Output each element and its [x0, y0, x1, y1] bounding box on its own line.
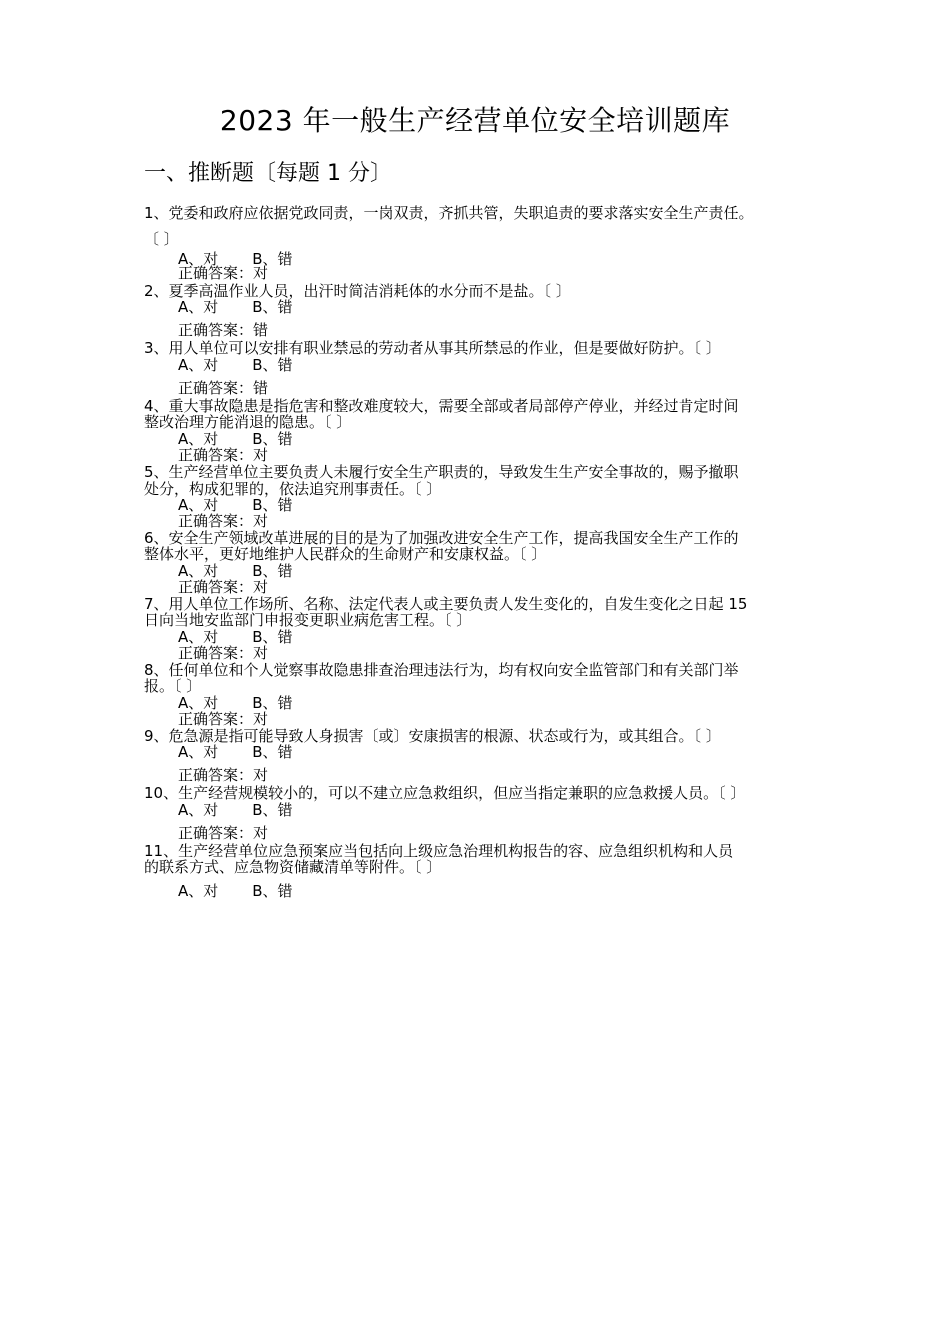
question-3-answer: 正确答案：错 — [178, 379, 269, 397]
question-2-line-1: 2、夏季高温作业人员，出汗时简洁消耗体的水分而不是盐。〔 〕 — [144, 282, 571, 300]
question-7-answer: 正确答案：对 — [178, 644, 269, 662]
question-4-answer: 正确答案：对 — [178, 446, 269, 464]
option-a: A、对 — [178, 496, 219, 514]
option-a: A、对 — [178, 250, 219, 268]
question-6-line-1: 6、安全生产领域改革进展的目的是为了加强改进安全生产工作，提高我国安全生产工作的 — [144, 529, 739, 547]
question-6-line-2: 整体水平，更好地维护人民群众的生命财产和安康权益。〔 〕 — [144, 545, 547, 563]
section-heading: 一、推断题〔每题 1 分〕 — [144, 161, 392, 186]
question-9-answer: 正确答案：对 — [178, 766, 269, 784]
option-a: A、对 — [178, 562, 219, 580]
option-b: B、错 — [252, 562, 293, 580]
question-5-answer: 正确答案：对 — [178, 512, 269, 530]
question-11-line-1: 11、生产经营单位应急预案应当包括向上级应急治理机构报告的容、应急组织机构和人员 — [144, 842, 734, 860]
question-7-line-2: 日向当地安监部门申报变更职业病危害工程。〔 〕 — [144, 611, 472, 629]
question-11-line-2: 的联系方式、应急物资储藏清单等附件。〔 〕 — [144, 858, 442, 876]
option-a: A、对 — [178, 298, 219, 316]
question-4-line-1: 4、重大事故隐患是指危害和整改难度较大，需要全部或者局部停产停业，并经过肯定时间 — [144, 397, 739, 415]
question-1-line-1: 1、党委和政府应依据党政同责，一岗双责，齐抓共管，失职追责的要求落实安全生产责任。 — [144, 204, 754, 222]
option-a: A、对 — [178, 430, 219, 448]
option-a: A、对 — [178, 694, 219, 712]
question-9-line-1: 9、危急源是指可能导致人身损害〔或〕安康损害的根源、状态或行为，或其组合。〔 〕 — [144, 727, 721, 745]
question-3-options — [178, 357, 293, 374]
question-4-line-2: 整改治理方能消退的隐患。〔 〕 — [144, 413, 352, 431]
option-b: B、错 — [252, 743, 293, 761]
option-b: B、错 — [252, 496, 293, 514]
question-11-options — [178, 883, 293, 900]
option-b: B、错 — [252, 694, 293, 712]
question-1-line-2: 〔 〕 — [144, 230, 179, 248]
question-7-line-1: 7、用人单位工作场所、名称、法定代表人或主要负责人发生变化的，自发生变化之日起 15 — [144, 595, 748, 613]
option-a: A、对 — [178, 882, 219, 900]
question-3-line-1: 3、用人单位可以安排有职业禁忌的劳动者从事其所禁忌的作业，但是要做好防护。〔 〕 — [144, 339, 721, 357]
question-8-line-2: 报。〔 〕 — [144, 677, 202, 695]
question-5-line-2: 处分，构成犯罪的，依法追究刑事责任。〔 〕 — [144, 480, 442, 498]
question-5-line-1: 5、生产经营单位主要负责人未履行安全生产职责的，导致发生生产安全事故的，赐予撤职 — [144, 463, 739, 481]
question-10-options — [178, 802, 293, 819]
page-title: 2023 年一般生产经营单位安全培训题库 — [219, 104, 731, 137]
question-10-line-1: 10、生产经营规模较小的，可以不建立应急救组织，但应当指定兼职的应急救援人员。〔 〕 — [144, 784, 746, 802]
option-b: B、错 — [252, 250, 293, 268]
option-b: B、错 — [252, 882, 293, 900]
question-8-answer: 正确答案：对 — [178, 710, 269, 728]
question-2-answer: 正确答案：错 — [178, 321, 269, 339]
option-b: B、错 — [252, 801, 293, 819]
option-b: B、错 — [252, 298, 293, 316]
option-a: A、对 — [178, 801, 219, 819]
question-1-answer: 正确答案：对 — [178, 264, 269, 282]
option-a: A、对 — [178, 628, 219, 646]
question-9-options — [178, 744, 293, 761]
option-b: B、错 — [252, 356, 293, 374]
option-b: B、错 — [252, 628, 293, 646]
question-8-line-1: 8、任何单位和个人觉察事故隐患排查治理违法行为，均有权向安全监管部门和有关部门举 — [144, 661, 739, 679]
question-2-options — [178, 299, 293, 316]
option-a: A、对 — [178, 356, 219, 374]
option-a: A、对 — [178, 743, 219, 761]
option-b: B、错 — [252, 430, 293, 448]
question-10-answer: 正确答案：对 — [178, 824, 269, 842]
question-6-answer: 正确答案：对 — [178, 578, 269, 596]
